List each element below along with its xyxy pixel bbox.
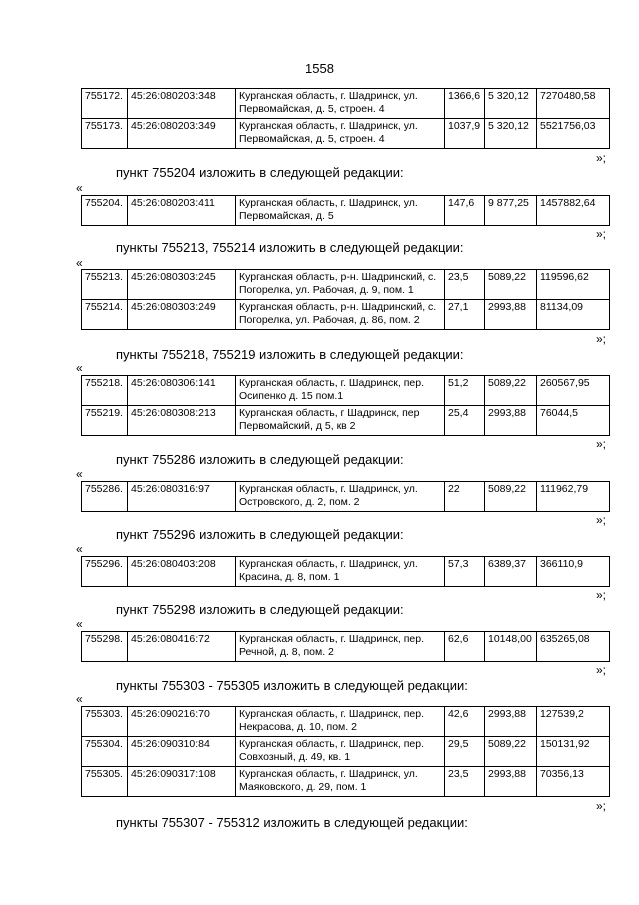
table-row [82, 270, 610, 300]
address: Курганская область, г. Шадринск, ул. Первомайская, д. 5, строен. 4 [236, 119, 445, 149]
specific-value: 5089,22 [485, 270, 537, 300]
address: Курганская область, г. Шадринск, ул. Первомайская, д. 5, строен. 4 [236, 89, 445, 119]
area: 1366,6 [445, 89, 485, 119]
specific-value: 9 877,25 [485, 196, 537, 226]
cadastral-number: 45:26:080306:141 [128, 376, 236, 406]
row-number: 755172. [82, 89, 128, 119]
area: 57,3 [445, 557, 485, 587]
table-row [82, 196, 610, 226]
address: Курганская область, г. Шадринск, ул. Красина, д. 8, пом. 1 [236, 557, 445, 587]
amendment-heading: пункты 755303 - 755305 изложить в следующей редакции: [116, 678, 468, 693]
table-row [82, 767, 610, 797]
table-row [82, 707, 610, 737]
cadastral-value: 81134,09 [537, 300, 610, 330]
specific-value: 2993,88 [485, 707, 537, 737]
opening-quote: « [76, 181, 83, 195]
address: Курганская область, г. Шадринск, пер. Совхозный, д. 49, кв. 1 [236, 737, 445, 767]
specific-value: 5089,22 [485, 376, 537, 406]
amendment-heading: пункты 755218, 755219 изложить в следующей редакции: [116, 347, 464, 362]
registry-table [81, 195, 610, 226]
page-number: 1558 [305, 61, 334, 76]
table-row [82, 482, 610, 512]
row-number: 755296. [82, 557, 128, 587]
registry-table [81, 631, 610, 662]
opening-quote: « [76, 467, 83, 481]
cadastral-value: 366110,9 [537, 557, 610, 587]
specific-value: 5 320,12 [485, 89, 537, 119]
cadastral-number: 45:26:080316:97 [128, 482, 236, 512]
cadastral-value: 127539,2 [537, 707, 610, 737]
address: Курганская область, г. Шадринск, пер. Речной, д. 8, пом. 2 [236, 632, 445, 662]
table-row [82, 300, 610, 330]
closing-quote: »; [596, 332, 607, 346]
closing-quote: »; [596, 437, 607, 451]
cadastral-value: 70356,13 [537, 767, 610, 797]
area: 22 [445, 482, 485, 512]
area: 23,5 [445, 270, 485, 300]
cadastral-number: 45:26:090310:84 [128, 737, 236, 767]
registry-table [81, 556, 610, 587]
opening-quote: « [76, 361, 83, 375]
area: 23,5 [445, 767, 485, 797]
cadastral-number: 45:26:080416:72 [128, 632, 236, 662]
area: 62,6 [445, 632, 485, 662]
cadastral-number: 45:26:080303:245 [128, 270, 236, 300]
cadastral-number: 45:26:080203:349 [128, 119, 236, 149]
table-row [82, 119, 610, 149]
row-number: 755219. [82, 406, 128, 436]
row-number: 755304. [82, 737, 128, 767]
table-row [82, 632, 610, 662]
cadastral-number: 45:26:090216:70 [128, 707, 236, 737]
cadastral-value: 119596,62 [537, 270, 610, 300]
cadastral-number: 45:26:080203:348 [128, 89, 236, 119]
row-number: 755218. [82, 376, 128, 406]
amendment-heading: пункт 755296 изложить в следующей редакции: [116, 527, 404, 542]
opening-quote: « [76, 617, 83, 631]
area: 27,1 [445, 300, 485, 330]
registry-table [81, 706, 610, 797]
address: Курганская область, г Шадринск, пер Первомайский, д 5, кв 2 [236, 406, 445, 436]
area: 29,5 [445, 737, 485, 767]
closing-quote: »; [596, 227, 607, 241]
registry-table [81, 481, 610, 512]
cadastral-value: 260567,95 [537, 376, 610, 406]
address: Курганская область, г. Шадринск, ул. Маяковского, д. 29, пом. 1 [236, 767, 445, 797]
row-number: 755303. [82, 707, 128, 737]
closing-quote: »; [596, 588, 607, 602]
table-row [82, 376, 610, 406]
registry-table [81, 375, 610, 436]
address: Курганская область, г. Шадринск, ул. Первомайская, д. 5 [236, 196, 445, 226]
registry-table [81, 269, 610, 330]
cadastral-number: 45:26:090317:108 [128, 767, 236, 797]
amendment-heading: пункты 755213, 755214 изложить в следующей редакции: [116, 240, 464, 255]
area: 51,2 [445, 376, 485, 406]
cadastral-value: 635265,08 [537, 632, 610, 662]
specific-value: 2993,88 [485, 406, 537, 436]
cadastral-value: 111962,79 [537, 482, 610, 512]
specific-value: 5 320,12 [485, 119, 537, 149]
cadastral-value: 76044,5 [537, 406, 610, 436]
row-number: 755213. [82, 270, 128, 300]
row-number: 755173. [82, 119, 128, 149]
opening-quote: « [76, 256, 83, 270]
amendment-heading: пункт 755286 изложить в следующей редакции: [116, 452, 404, 467]
specific-value: 2993,88 [485, 300, 537, 330]
address: Курганская область, г. Шадринск, пер. Некрасова, д. 10, пом. 2 [236, 707, 445, 737]
specific-value: 6389,37 [485, 557, 537, 587]
amendment-heading: пункт 755298 изложить в следующей редакции: [116, 602, 404, 617]
table-row [82, 737, 610, 767]
closing-quote: »; [596, 799, 607, 813]
address: Курганская область, г. Шадринск, ул. Островского, д. 2, пом. 2 [236, 482, 445, 512]
table-row [82, 406, 610, 436]
specific-value: 2993,88 [485, 767, 537, 797]
closing-quote: »; [596, 513, 607, 527]
row-number: 755298. [82, 632, 128, 662]
row-number: 755286. [82, 482, 128, 512]
cadastral-value: 1457882,64 [537, 196, 610, 226]
area: 25,4 [445, 406, 485, 436]
closing-quote: »; [596, 663, 607, 677]
specific-value: 5089,22 [485, 482, 537, 512]
row-number: 755214. [82, 300, 128, 330]
area: 42,6 [445, 707, 485, 737]
address: Курганская область, г. Шадринск, пер. Осипенко д. 15 пом.1 [236, 376, 445, 406]
address: Курганская область, р-н. Шадринский, с. Погорелка, ул. Рабочая, д. 9, пом. 1 [236, 270, 445, 300]
specific-value: 10148,00 [485, 632, 537, 662]
cadastral-number: 45:26:080203:411 [128, 196, 236, 226]
cadastral-number: 45:26:080308:213 [128, 406, 236, 436]
cadastral-value: 150131,92 [537, 737, 610, 767]
address: Курганская область, р-н. Шадринский, с. Погорелка, ул. Рабочая, д. 86, пом. 2 [236, 300, 445, 330]
opening-quote: « [76, 692, 83, 706]
table-row [82, 89, 610, 119]
area: 147,6 [445, 196, 485, 226]
cadastral-number: 45:26:080303:249 [128, 300, 236, 330]
registry-table [81, 88, 610, 149]
area: 1037,9 [445, 119, 485, 149]
cadastral-value: 7270480,58 [537, 89, 610, 119]
opening-quote: « [76, 542, 83, 556]
cadastral-value: 5521756,03 [537, 119, 610, 149]
specific-value: 5089,22 [485, 737, 537, 767]
row-number: 755305. [82, 767, 128, 797]
row-number: 755204. [82, 196, 128, 226]
cadastral-number: 45:26:080403:208 [128, 557, 236, 587]
table-row [82, 557, 610, 587]
amendment-heading: пункт 755204 изложить в следующей редакции: [116, 165, 404, 180]
amendment-heading: пункты 755307 - 755312 изложить в следующей редакции: [116, 815, 468, 830]
closing-quote: »; [596, 151, 607, 165]
